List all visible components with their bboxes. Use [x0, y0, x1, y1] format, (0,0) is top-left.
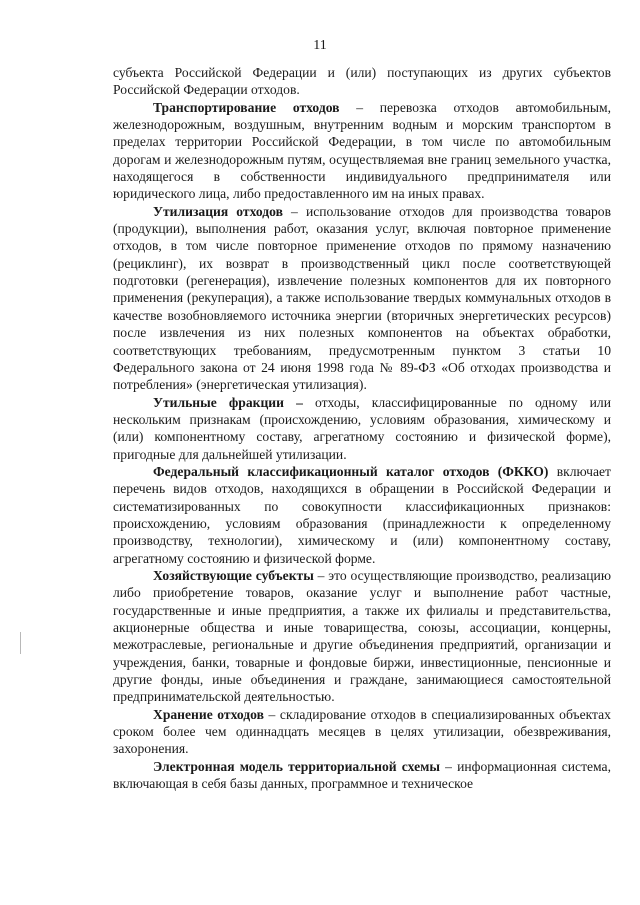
term-heading: Утильные фракции –: [153, 394, 303, 410]
entry-fkko: [113, 463, 611, 567]
term-definition: – использование отходов для производства товаров (продукции), выполнения работ, оказания услуг, включая повторное применение отходов, в том числе повторное применение отходов по прямому назначению (рециклинг), их возврат в производственный цикл после соответствующей подготовки (регенерация), извлечение полезных компонентов для их повторного применения (рекуперация), а также использование твердых коммунальных отходов в качестве возобновляемого источника энергии (вторичных энергетических ресурсов) после извлечения из них полезных компонентов на объектах обработки, соответствующих требованиям, предусмотренным пунктом 3 статьи 10 Федерального закона от 24 июня 1998 года № 89-ФЗ «Об отходах производства и потребления» (энергетическая утилизация).: [113, 203, 611, 393]
entry-waste-storage: [113, 706, 611, 758]
entry-economic-entities: [113, 567, 611, 706]
scan-artifact-mark: [20, 632, 21, 654]
term-heading: Федеральный классификационный каталог отходов (ФККО): [153, 463, 549, 479]
entry-transportation: [113, 99, 611, 203]
entry-utilization: [113, 203, 611, 394]
entry-electronic-model: [113, 758, 611, 793]
term-definition: – складирование отходов в специализированных объектах сроком более чем одиннадцать месяцев в целях утилизации, обезвреживания, захоронения.: [113, 706, 611, 757]
term-definition: включает перечень видов отходов, находящихся в обращении в Российской Федерации и систематизированных по совокупности классификационных признаков: происхождению, условиям образования (принадлежности к определенному производству, технологии), химическому и (или) компонентному составу, агрегатному состоянию и физической форме.: [113, 463, 611, 566]
term-heading: Электронная модель территориальной схемы: [153, 758, 440, 774]
document-body: [113, 64, 611, 792]
term-definition: – информационная система, включающая в себя базы данных, программное и техническое: [113, 758, 611, 792]
term-heading: Транспортирование отходов: [153, 99, 340, 115]
term-definition: отходы, классифицированные по одному или нескольким признакам (происхождению, условиям образования, химическому и (или) компонентному составу, агрегатному состоянию и физической форме), пригодные для дальнейшей утилизации.: [113, 394, 611, 462]
term-heading: Утилизация отходов: [153, 203, 283, 219]
page-number: 11: [313, 38, 327, 53]
term-definition: – перевозка отходов автомобильным, железнодорожным, воздушным, внутренним водным и морским транспортом в пределах территории Российской Федерации, в том числе по автомобильным дорогам и железнодорожным путям, осуществляемая вне границ земельного участка, находящегося в собственности индивидуального предпринимателя или юридического лица, либо предоставленного им на иных правах.: [113, 99, 611, 202]
term-definition: – это осуществляющие производство, реализацию либо приобретение товаров, оказание услуг и выполнение работ частные, государственные и иные предприятия, а также их филиалы и представительства, акционерные общества и иные товарищества, союзы, ассоциации, концерны, межотраслевые, региональные и другие объединения предприятий, организации и учреждения, банки, товарные и фондовые биржи, инвестиционные, пенсионные и другие фонды, иные объединения и граждане, занимающиеся самостоятельной предпринимательской деятельностью.: [113, 567, 611, 705]
term-heading: Хозяйствующие субъекты: [153, 567, 314, 583]
continuation-paragraph: субъекта Российской Федерации и (или) поступающих из других субъектов Российской Федерации отходов.: [113, 65, 611, 98]
entry-useful-fractions: [113, 394, 611, 463]
term-heading: Хранение отходов: [153, 706, 264, 722]
